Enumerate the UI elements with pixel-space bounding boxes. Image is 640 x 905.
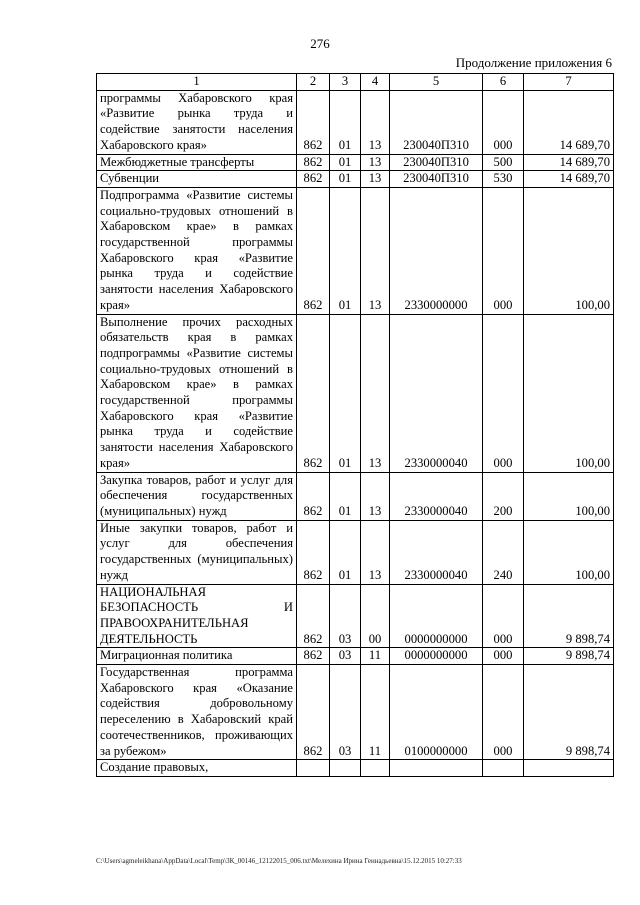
code-cell: 01 <box>330 472 361 520</box>
code-cell: 13 <box>361 171 390 188</box>
code-cell: 2330000040 <box>390 520 483 584</box>
item-name: Закупка товаров, работ и услуг для обеспечения государственных (муниципальных) нужд <box>97 472 297 520</box>
code-cell <box>390 760 483 777</box>
table-header-row <box>97 74 614 91</box>
amount-cell: 14 689,70 <box>524 171 614 188</box>
code-cell: 000 <box>483 584 524 648</box>
code-cell: 000 <box>483 665 524 760</box>
code-cell: 13 <box>361 90 390 154</box>
page-number: 276 <box>310 36 330 51</box>
code-cell: 11 <box>361 665 390 760</box>
code-cell: 2330000040 <box>390 472 483 520</box>
code-cell: 862 <box>297 648 330 665</box>
code-cell: 11 <box>361 648 390 665</box>
continuation-caption: Продолжение приложения 6 <box>455 55 612 70</box>
item-name: Создание правовых, <box>97 760 297 777</box>
code-cell: 000 <box>483 314 524 472</box>
code-cell: 000 <box>483 90 524 154</box>
table-row <box>97 171 614 188</box>
code-cell: 230040П310 <box>390 171 483 188</box>
code-cell: 230040П310 <box>390 154 483 171</box>
code-cell: 01 <box>330 90 361 154</box>
code-cell: 00 <box>361 584 390 648</box>
code-cell: 862 <box>297 520 330 584</box>
code-cell: 03 <box>330 648 361 665</box>
code-cell: 862 <box>297 187 330 314</box>
amount-cell: 100,00 <box>524 472 614 520</box>
code-cell: 862 <box>297 154 330 171</box>
table-row <box>97 187 614 314</box>
item-name: Миграционная политика <box>97 648 297 665</box>
code-cell: 03 <box>330 584 361 648</box>
code-cell: 000 <box>483 187 524 314</box>
code-cell: 01 <box>330 314 361 472</box>
code-cell: 862 <box>297 171 330 188</box>
code-cell: 13 <box>361 314 390 472</box>
header-cell: 7 <box>524 74 614 91</box>
header-cell: 6 <box>483 74 524 91</box>
table-row <box>97 648 614 665</box>
amount-cell: 100,00 <box>524 314 614 472</box>
table-row <box>97 90 614 154</box>
code-cell: 01 <box>330 171 361 188</box>
code-cell: 13 <box>361 154 390 171</box>
code-cell: 01 <box>330 154 361 171</box>
table-row <box>97 584 614 648</box>
code-cell: 03 <box>330 665 361 760</box>
document-footer-path: C:\Users\agmeleikhana\AppData\Local\Temp\3К_00146_12122015_006.txt\Мелехина Ирина Геннадьевна\15.12.2015 10:27:33 <box>96 857 462 865</box>
amount-cell: 9 898,74 <box>524 665 614 760</box>
table-row <box>97 665 614 760</box>
amount-cell: 100,00 <box>524 520 614 584</box>
code-cell: 230040П310 <box>390 90 483 154</box>
item-name: Выполнение прочих расходных обязательств края в рамках подпрограммы «Развитие системы социально-трудовых отношений в Хабаровском крае» в рамках государственной программы Хабаровского края «Развитие рынка труда и содействие занятости населения Хабаровского края» <box>97 314 297 472</box>
code-cell: 862 <box>297 584 330 648</box>
code-cell <box>330 760 361 777</box>
header-cell: 3 <box>330 74 361 91</box>
code-cell: 0000000000 <box>390 648 483 665</box>
header-cell: 4 <box>361 74 390 91</box>
code-cell: 0100000000 <box>390 665 483 760</box>
code-cell: 0000000000 <box>390 584 483 648</box>
code-cell <box>483 760 524 777</box>
amount-cell: 9 898,74 <box>524 648 614 665</box>
code-cell: 500 <box>483 154 524 171</box>
item-name: НАЦИОНАЛЬНАЯ БЕЗОПАСНОСТЬ И ПРАВООХРАНИТЕЛЬНАЯ ДЕЯТЕЛЬНОСТЬ <box>97 584 297 648</box>
item-name: программы Хабаровского края «Развитие рынка труда и содействие занятости населения Хабаровского края» <box>97 90 297 154</box>
code-cell: 200 <box>483 472 524 520</box>
item-name: Государственная программа Хабаровского края «Оказание содействия добровольному переселению в Хабаровский край соотечественников, проживающих за рубежом» <box>97 665 297 760</box>
code-cell: 01 <box>330 187 361 314</box>
header-cell: 2 <box>297 74 330 91</box>
header-cell: 5 <box>390 74 483 91</box>
amount-cell: 14 689,70 <box>524 90 614 154</box>
code-cell: 13 <box>361 187 390 314</box>
table-row <box>97 520 614 584</box>
table-row <box>97 760 614 777</box>
code-cell: 2330000040 <box>390 314 483 472</box>
code-cell <box>361 760 390 777</box>
code-cell: 862 <box>297 665 330 760</box>
code-cell: 862 <box>297 472 330 520</box>
code-cell: 000 <box>483 648 524 665</box>
code-cell: 13 <box>361 472 390 520</box>
code-cell <box>297 760 330 777</box>
budget-table <box>96 73 614 777</box>
amount-cell <box>524 760 614 777</box>
header-cell: 1 <box>97 74 297 91</box>
table-row <box>97 472 614 520</box>
code-cell: 862 <box>297 314 330 472</box>
code-cell: 530 <box>483 171 524 188</box>
amount-cell: 100,00 <box>524 187 614 314</box>
code-cell: 01 <box>330 520 361 584</box>
code-cell: 2330000000 <box>390 187 483 314</box>
amount-cell: 14 689,70 <box>524 154 614 171</box>
item-name: Межбюджетные трансферты <box>97 154 297 171</box>
item-name: Подпрограмма «Развитие системы социально-трудовых отношений в Хабаровском крае» в рамках государственной программы Хабаровского края «Развитие рынка труда и содействие занятости населения Хабаровского края» <box>97 187 297 314</box>
code-cell: 862 <box>297 90 330 154</box>
amount-cell: 9 898,74 <box>524 584 614 648</box>
table-row <box>97 314 614 472</box>
item-name: Иные закупки товаров, работ и услуг для обеспечения государственных (муниципальных) нужд <box>97 520 297 584</box>
table-row <box>97 154 614 171</box>
code-cell: 240 <box>483 520 524 584</box>
code-cell: 13 <box>361 520 390 584</box>
item-name: Субвенции <box>97 171 297 188</box>
